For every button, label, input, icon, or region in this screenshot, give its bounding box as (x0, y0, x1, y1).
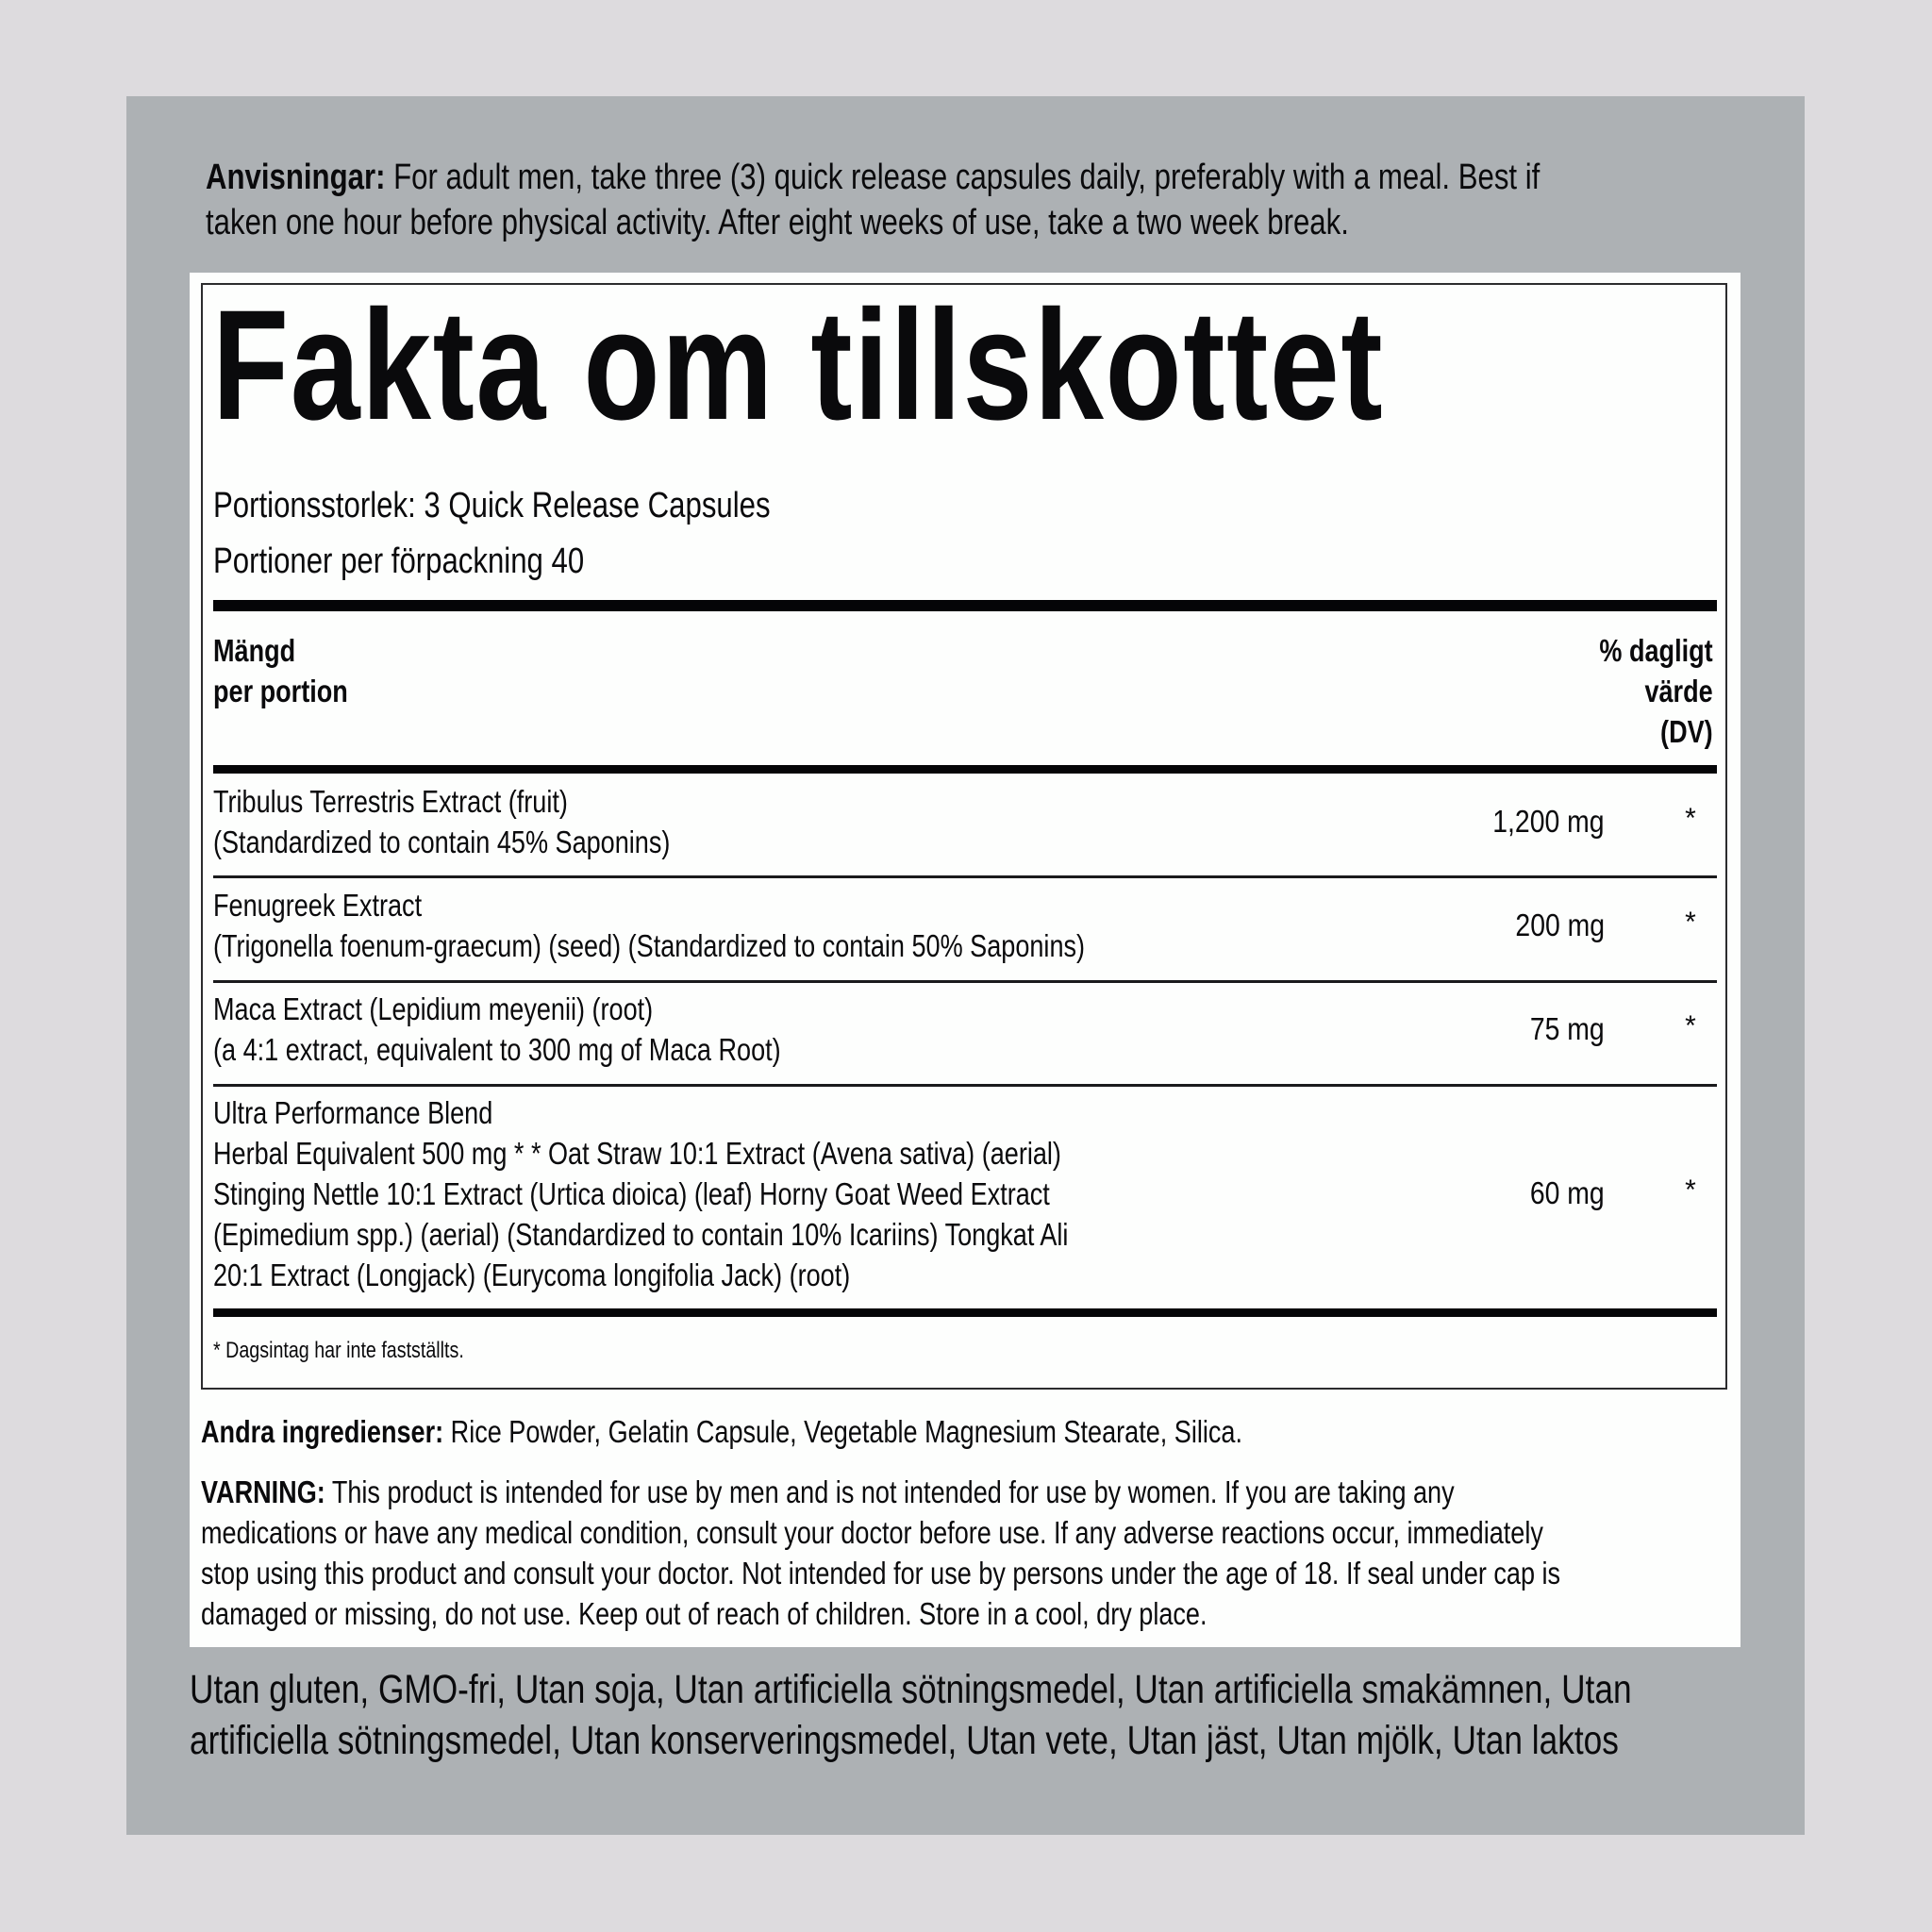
row-divider (213, 875, 1717, 878)
servings-per-container: Portioner per förpackning 40 (213, 541, 585, 581)
dv-footnote: * Dagsintag har inte fastställts. (213, 1338, 464, 1363)
dv-asterisk: * (1685, 803, 1696, 834)
dv-header: % dagligt värde (DV) (1599, 633, 1713, 749)
free-from-line-1: Utan gluten, GMO-fri, Utan soja, Utan artificiella sötningsmedel, Utan artificiella smakämnen, Utan (190, 1667, 1632, 1712)
amount-header: Mängd per portion (213, 633, 348, 708)
directions-line-2: taken one hour before physical activity. After eight weeks of use, take a two week break. (206, 203, 1349, 242)
warning (201, 1472, 1560, 1634)
thick-divider (213, 1308, 1717, 1317)
ingredient-row-4: Ultra Performance Blend Herbal Equivalent 500 mg * * Oat Straw 10:1 Extract (Avena sativa) (aerial) Stinging Nettle 10:1 Extract (Urtica dioica) (leaf) Horny Goat Weed Extract (Epimedium spp.) (aerial) (Standardized to contain 10% Icariins) Tongkat Ali 20:1 Extract (Longjack) (Eurycoma longifolia Jack) (root) (213, 1095, 1069, 1292)
row-divider (213, 980, 1717, 983)
other-ingredients-label: Andra ingredienser: (201, 1414, 444, 1449)
other-ingredients: Andra ingredienser: Rice Powder, Gelatin Capsule, Vegetable Magnesium Stearate, Silica. (201, 1414, 1242, 1449)
serving-size: Portionsstorlek: 3 Quick Release Capsules (213, 486, 771, 525)
dv-asterisk: * (1685, 907, 1696, 938)
free-from-line-2: artificiella sötningsmedel, Utan konserveringsmedel, Utan vete, Utan jäst, Utan mjölk, Utan laktos (190, 1718, 1619, 1763)
dv-asterisk: * (1685, 1174, 1696, 1206)
directions (206, 155, 1833, 245)
ingredient-row-2: Fenugreek Extract (Trigonella foenum-graecum) (seed) (Standardized to contain 50% Saponins) (213, 888, 1086, 963)
ingredient-amount: 60 mg (1530, 1175, 1605, 1210)
ingredient-amount: 75 mg (1530, 1011, 1605, 1046)
dv-asterisk: * (1685, 1010, 1696, 1041)
ingredient-row-1: Tribulus Terrestris Extract (fruit) (Standardized to contain 45% Saponins) (213, 784, 671, 859)
thick-divider (213, 765, 1717, 774)
free-from-claims (190, 1664, 1632, 1766)
row-divider (213, 1084, 1717, 1087)
warning-line-4: damaged or missing, do not use. Keep out of reach of children. Store in a cool, dry place. (201, 1596, 1208, 1631)
warning-line-2: medications or have any medical condition, consult your doctor before use. If any adverse reactions occur, immediately (201, 1515, 1543, 1550)
warning-label: VARNING: (201, 1474, 325, 1509)
facts-title: Fakta om tillskottet (212, 278, 1385, 453)
warning-line-1: VARNING: This product is intended for use by men and is not intended for use by women. If you are taking any (201, 1474, 1455, 1509)
directions-line-1: Anvisningar: For adult men, take three (3) quick release capsules daily, preferably with a meal. Best if (206, 158, 1541, 197)
directions-label: Anvisningar: (206, 158, 386, 197)
ingredient-row-3: Maca Extract (Lepidium meyenii) (root) (a 4:1 extract, equivalent to 300 mg of Maca Root) (213, 991, 781, 1067)
warning-line-3: stop using this product and consult your doctor. Not intended for use by persons under the age of 18. If seal under cap is (201, 1556, 1561, 1591)
thick-divider (213, 600, 1717, 611)
ingredient-amount: 1,200 mg (1492, 804, 1605, 839)
ingredient-amount: 200 mg (1515, 908, 1605, 942)
